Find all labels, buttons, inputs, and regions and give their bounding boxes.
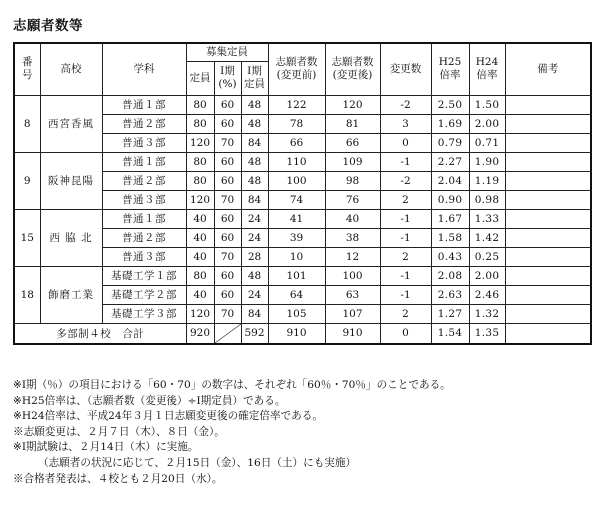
remarks-cell	[505, 152, 591, 171]
remarks-cell	[505, 247, 591, 266]
quota-cell: 120	[186, 190, 214, 209]
change-cell: 0	[380, 133, 431, 152]
school-number: 9	[14, 152, 40, 209]
total-before: 910	[268, 323, 325, 344]
h25-ratio-cell: 0.90	[431, 190, 469, 209]
remarks-cell	[505, 228, 591, 247]
course-name: 普通２部	[102, 114, 186, 133]
table-row	[14, 266, 591, 285]
note-line: ※Ⅰ期（％）の項目における「60・70」の数字は、それぞれ「60％・70％」のことである。	[13, 379, 451, 391]
note-line: ※合格者発表は、４校とも２月20日（水）。	[13, 472, 223, 485]
h25-ratio-cell: 2.50	[431, 95, 469, 114]
quota-cell: 80	[186, 114, 214, 133]
quota-cell: 40	[186, 285, 214, 304]
applicants-after-cell: 38	[325, 228, 380, 247]
applicants-after-cell: 100	[325, 266, 380, 285]
h25-ratio-cell: 2.63	[431, 285, 469, 304]
applicants-before-cell: 100	[268, 171, 325, 190]
phase1-quota-cell: 84	[241, 190, 268, 209]
h25-ratio-cell: 0.43	[431, 247, 469, 266]
change-cell: 2	[380, 247, 431, 266]
h25-ratio-cell: 1.67	[431, 209, 469, 228]
quota-cell: 40	[186, 247, 214, 266]
total-after: 910	[325, 323, 380, 344]
phase1-quota-cell: 24	[241, 228, 268, 247]
applicants-before-cell: 10	[268, 247, 325, 266]
change-cell: 2	[380, 190, 431, 209]
phase1-pct-cell: 60	[214, 285, 241, 304]
table-row	[14, 95, 591, 114]
applicants-after-cell: 66	[325, 133, 380, 152]
notes	[13, 378, 451, 487]
phase1-pct-cell: 70	[214, 304, 241, 323]
applicants-table	[13, 42, 592, 345]
phase1-pct-cell: 60	[214, 209, 241, 228]
applicants-after-cell: 109	[325, 152, 380, 171]
phase1-quota-cell: 84	[241, 304, 268, 323]
header-applicants-before: 志願者数 (変更前)	[268, 43, 325, 95]
total-phase1-quota: 592	[241, 323, 268, 344]
header-school: 高校	[40, 43, 102, 95]
phase1-quota-cell: 48	[241, 266, 268, 285]
note-line: （志願者の状況に応じて、２月15日（金）、16日（土）にも実施）	[38, 456, 357, 469]
h25-ratio-cell: 2.04	[431, 171, 469, 190]
note-line: ※志願変更は、２月７日（木）、８日（金）。	[13, 425, 225, 438]
applicants-before-cell: 122	[268, 95, 325, 114]
total-h25: 1.54	[431, 323, 469, 344]
h24-ratio-cell: 0.98	[469, 190, 505, 209]
applicants-before-cell: 74	[268, 190, 325, 209]
course-name: 基礎工学１部	[102, 266, 186, 285]
phase1-quota-cell: 48	[241, 152, 268, 171]
phase1-pct-cell: 60	[214, 152, 241, 171]
remarks-cell	[505, 114, 591, 133]
h24-ratio-cell: 1.19	[469, 171, 505, 190]
school-name: 西宮香風	[40, 95, 102, 152]
h25-ratio-cell: 2.08	[431, 266, 469, 285]
phase1-pct-cell: 60	[214, 171, 241, 190]
school-name: 西 脇 北	[40, 209, 102, 266]
quota-cell: 40	[186, 228, 214, 247]
header-h25: H25 倍率	[431, 43, 469, 95]
total-label: 多部制４校 合計	[14, 323, 186, 344]
table-row	[14, 209, 591, 228]
phase1-quota-cell: 48	[241, 171, 268, 190]
quota-cell: 80	[186, 171, 214, 190]
header-course: 学科	[102, 43, 186, 95]
h24-ratio-cell: 1.50	[469, 95, 505, 114]
course-name: 普通１部	[102, 95, 186, 114]
quota-cell: 80	[186, 266, 214, 285]
header-quota-group: 募集定員	[186, 43, 268, 61]
h24-ratio-cell: 2.00	[469, 114, 505, 133]
h24-ratio-cell: 1.33	[469, 209, 505, 228]
phase1-quota-cell: 24	[241, 209, 268, 228]
h24-ratio-cell: 2.46	[469, 285, 505, 304]
course-name: 普通１部	[102, 152, 186, 171]
applicants-after-cell: 107	[325, 304, 380, 323]
h24-ratio-cell: 1.42	[469, 228, 505, 247]
phase1-quota-cell: 48	[241, 95, 268, 114]
h25-ratio-cell: 1.58	[431, 228, 469, 247]
h24-ratio-cell: 1.90	[469, 152, 505, 171]
school-name: 阪神昆陽	[40, 152, 102, 209]
note-line: ※Ⅰ期試験は、２月14日（木）に実施。	[13, 441, 199, 454]
phase1-quota-cell: 84	[241, 133, 268, 152]
change-cell: 3	[380, 114, 431, 133]
page-title: 志願者数等	[13, 18, 83, 34]
applicants-after-cell: 120	[325, 95, 380, 114]
phase1-pct-cell: 70	[214, 133, 241, 152]
phase1-pct-cell: 70	[214, 190, 241, 209]
table-body	[14, 95, 591, 323]
school-number: 18	[14, 266, 40, 323]
header-phase1-pct: Ⅰ期 (%)	[214, 61, 241, 95]
school-number: 8	[14, 95, 40, 152]
applicants-after-cell: 12	[325, 247, 380, 266]
total-row	[14, 323, 591, 344]
remarks-cell	[505, 209, 591, 228]
remarks-cell	[505, 190, 591, 209]
h24-ratio-cell: 2.00	[469, 266, 505, 285]
applicants-after-cell: 76	[325, 190, 380, 209]
quota-cell: 80	[186, 152, 214, 171]
course-name: 基礎工学２部	[102, 285, 186, 304]
applicants-before-cell: 105	[268, 304, 325, 323]
h24-ratio-cell: 0.25	[469, 247, 505, 266]
phase1-pct-cell: 60	[214, 114, 241, 133]
phase1-quota-cell: 48	[241, 114, 268, 133]
header-change: 変更数	[380, 43, 431, 95]
header-remarks: 備考	[505, 43, 591, 95]
applicants-before-cell: 101	[268, 266, 325, 285]
phase1-pct-cell: 60	[214, 266, 241, 285]
applicants-before-cell: 78	[268, 114, 325, 133]
applicants-after-cell: 98	[325, 171, 380, 190]
note-line: ※H24倍率は、平成24年３月１日志願変更後の確定倍率である。	[13, 410, 323, 423]
remarks-cell	[505, 133, 591, 152]
applicants-before-cell: 66	[268, 133, 325, 152]
remarks-cell	[505, 304, 591, 323]
applicants-before-cell: 64	[268, 285, 325, 304]
header-no: 番号	[14, 43, 40, 95]
change-cell: -1	[380, 266, 431, 285]
course-name: 普通３部	[102, 190, 186, 209]
header-h24: H24 倍率	[469, 43, 505, 95]
change-cell: -2	[380, 171, 431, 190]
applicants-before-cell: 39	[268, 228, 325, 247]
total-quota: 920	[186, 323, 214, 344]
remarks-cell	[505, 266, 591, 285]
change-cell: -1	[380, 152, 431, 171]
course-name: 普通１部	[102, 209, 186, 228]
h25-ratio-cell: 0.79	[431, 133, 469, 152]
h24-ratio-cell: 0.71	[469, 133, 505, 152]
remarks-cell	[505, 95, 591, 114]
change-cell: -1	[380, 209, 431, 228]
header-quota: 定員	[186, 61, 214, 95]
change-cell: -2	[380, 95, 431, 114]
change-cell: -1	[380, 285, 431, 304]
phase1-pct-cell: 60	[214, 228, 241, 247]
change-cell: -1	[380, 228, 431, 247]
phase1-pct-cell: 60	[214, 95, 241, 114]
h25-ratio-cell: 1.69	[431, 114, 469, 133]
quota-cell: 120	[186, 304, 214, 323]
applicants-after-cell: 63	[325, 285, 380, 304]
course-name: 普通３部	[102, 133, 186, 152]
remarks-cell	[505, 285, 591, 304]
total-remarks	[505, 323, 591, 344]
course-name: 基礎工学３部	[102, 304, 186, 323]
school-number: 15	[14, 209, 40, 266]
course-name: 普通３部	[102, 247, 186, 266]
total-h24: 1.35	[469, 323, 505, 344]
header-phase1-quota: Ⅰ期 定員	[241, 61, 268, 95]
total-change: 0	[380, 323, 431, 344]
applicants-after-cell: 81	[325, 114, 380, 133]
h25-ratio-cell: 2.27	[431, 152, 469, 171]
school-name: 飾磨工業	[40, 266, 102, 323]
total-pct-blank	[214, 323, 241, 344]
phase1-quota-cell: 24	[241, 285, 268, 304]
remarks-cell	[505, 171, 591, 190]
diagonal-slash	[215, 324, 241, 343]
change-cell: 2	[380, 304, 431, 323]
course-name: 普通２部	[102, 171, 186, 190]
table-row	[14, 152, 591, 171]
note-line: ※H25倍率は、（志願者数（変更後）÷Ⅰ期定員）である。	[13, 394, 286, 407]
h24-ratio-cell: 1.32	[469, 304, 505, 323]
h25-ratio-cell: 1.27	[431, 304, 469, 323]
applicants-before-cell: 110	[268, 152, 325, 171]
phase1-pct-cell: 70	[214, 247, 241, 266]
applicants-before-cell: 41	[268, 209, 325, 228]
quota-cell: 120	[186, 133, 214, 152]
table-header	[14, 43, 591, 95]
applicants-after-cell: 40	[325, 209, 380, 228]
phase1-quota-cell: 28	[241, 247, 268, 266]
quota-cell: 40	[186, 209, 214, 228]
quota-cell: 80	[186, 95, 214, 114]
header-applicants-after: 志願者数 (変更後)	[325, 43, 380, 95]
course-name: 普通２部	[102, 228, 186, 247]
